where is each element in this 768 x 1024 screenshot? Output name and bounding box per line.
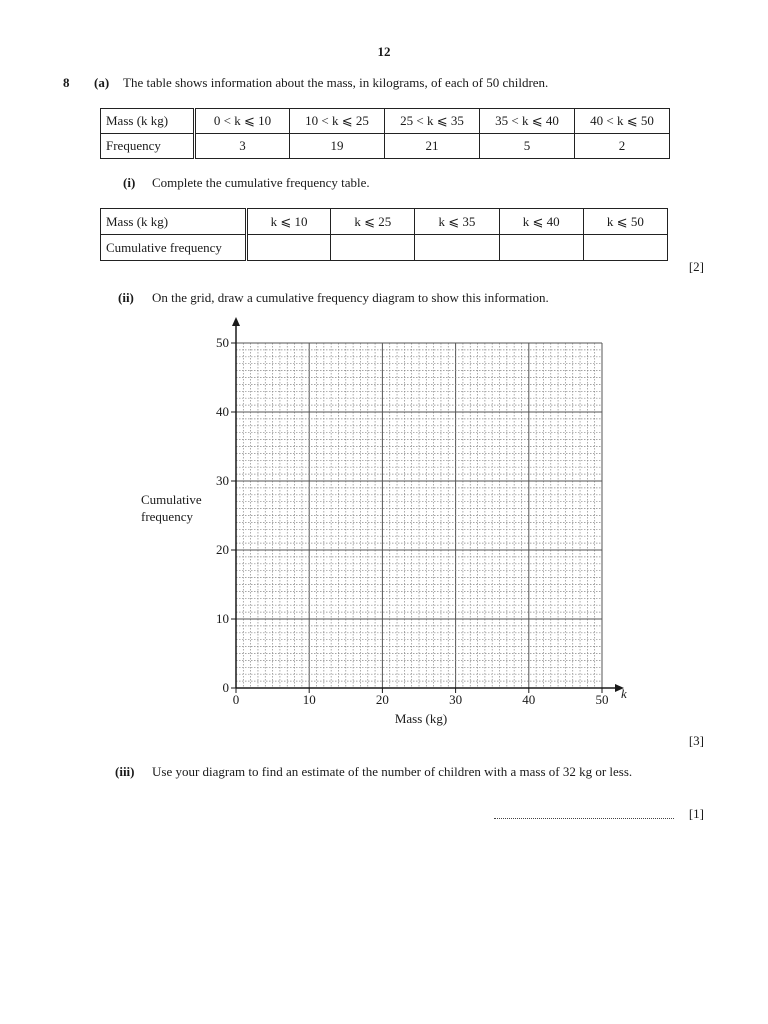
y-axis-label: frequency (141, 509, 193, 524)
row-label-mass: Mass (k kg) (101, 209, 247, 235)
x-tick-label: 40 (522, 692, 536, 707)
y-tick-label: 0 (222, 680, 229, 695)
y-tick-label: 20 (216, 542, 229, 557)
frequency-cell: 3 (195, 134, 290, 159)
y-tick-label: 30 (216, 473, 229, 488)
x-tick-label: 10 (302, 692, 316, 707)
row-label-cumulative: Cumulative frequency (101, 235, 247, 261)
part-iii-marks: [1] (688, 806, 704, 821)
class-cell: 40 < k ⩽ 50 (575, 109, 670, 134)
x-tick-label: 0 (232, 692, 240, 707)
part-ii-label: (ii) (118, 290, 134, 305)
part-ii-text: On the grid, draw a cumulative frequency diagram to show this information. (152, 290, 549, 305)
page-number: 12 (377, 44, 391, 59)
answer-line[interactable] (494, 806, 674, 819)
x-axis-variable: k (621, 686, 627, 701)
x-axis-label: Mass (kg) (394, 711, 448, 726)
class-cell: 25 < k ⩽ 35 (385, 109, 480, 134)
row-label-frequency: Frequency (101, 134, 195, 159)
row-label-mass: Mass (k kg) (101, 109, 195, 134)
class-cell: k ⩽ 35 (415, 209, 499, 235)
class-cell: k ⩽ 25 (331, 209, 415, 235)
class-cell: k ⩽ 50 (583, 209, 667, 235)
y-tick-label: 40 (216, 404, 229, 419)
class-cell: k ⩽ 10 (247, 209, 331, 235)
frequency-cell: 21 (385, 134, 480, 159)
y-axis-label: Cumulative (141, 492, 202, 507)
question-number: 8 (63, 75, 70, 90)
frequency-cell: 5 (480, 134, 575, 159)
frequency-cell: 2 (575, 134, 670, 159)
class-cell: 0 < k ⩽ 10 (195, 109, 290, 134)
part-i-label: (i) (123, 175, 136, 190)
class-cell: 35 < k ⩽ 40 (480, 109, 575, 134)
part-i-text: Complete the cumulative frequency table. (152, 175, 370, 190)
part-i-marks: [2] (688, 259, 704, 274)
y-tick-label: 10 (216, 611, 229, 626)
class-cell: k ⩽ 40 (499, 209, 583, 235)
frequency-cell: 19 (290, 134, 385, 159)
x-tick-label: 50 (595, 692, 609, 707)
part-ii-marks: [3] (688, 733, 704, 748)
question-intro: The table shows information about the mass, in kilograms, of each of 50 children. (123, 75, 549, 90)
question-part-label: (a) (94, 75, 110, 90)
part-iii-text: Use your diagram to find an estimate of the number of children with a mass of 32 kg or less. (152, 764, 633, 779)
x-tick-label: 20 (375, 692, 389, 707)
part-iii-label: (iii) (115, 764, 135, 779)
class-cell: 10 < k ⩽ 25 (290, 109, 385, 134)
y-tick-label: 50 (216, 335, 229, 350)
x-tick-label: 30 (449, 692, 463, 707)
